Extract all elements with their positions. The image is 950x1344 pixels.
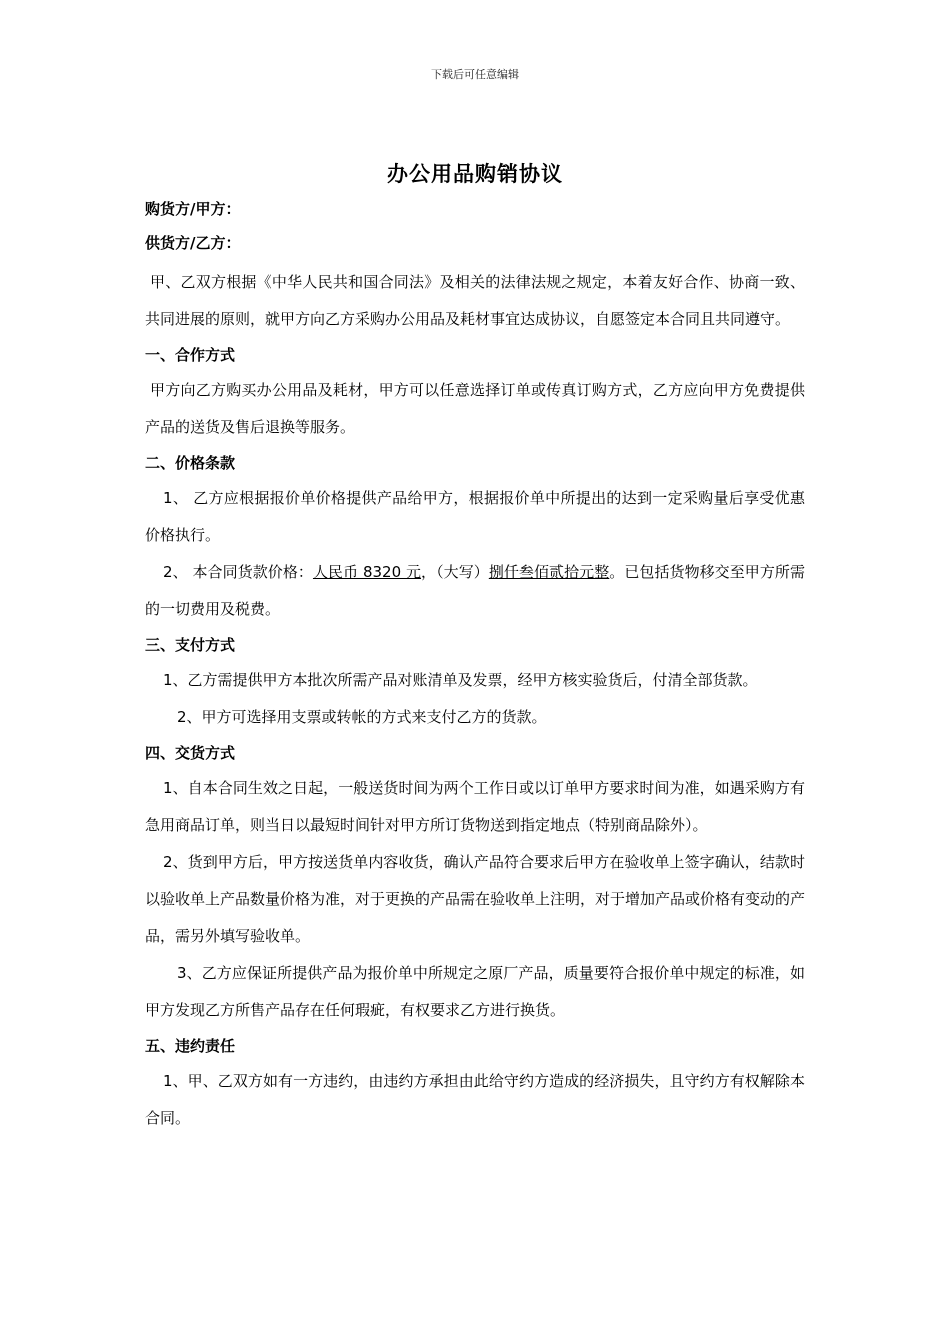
price-clause-2 bbox=[145, 554, 805, 628]
delivery-clause-1: 1、自本合同生效之日起，一般送货时间为两个工作日或以订单甲方要求时间为准，如遇采购方有急用商品订单，则当日以最短时间针对甲方所订货物送到指定地点（特别商品除外）。 bbox=[145, 779, 805, 834]
buyer-party-label: 购货方/甲方： bbox=[145, 200, 241, 218]
section-heading-price: 二、价格条款 bbox=[145, 454, 236, 472]
price-amount: 人民币 8320 元 bbox=[312, 563, 422, 581]
header-note: 下载后可任意编辑 bbox=[431, 68, 519, 81]
document-body bbox=[145, 196, 805, 1137]
price-clause-2-mid: ，（大写） bbox=[421, 563, 489, 581]
section-heading-delivery: 四、交货方式 bbox=[145, 744, 236, 762]
price-clause-1: 1、 乙方应根据报价单价格提供产品给甲方，根据报价单中所提出的达到一定采购量后享受优惠价格执行。 bbox=[145, 489, 805, 544]
cooperation-paragraph: 甲方向乙方购买办公用品及耗材，甲方可以任意选择订单或传真订购方式，乙方应向甲方免费提供产品的送货及售后退换等服务。 bbox=[145, 381, 805, 436]
price-amount-words: 捌仟叁佰贰拾元整 bbox=[488, 563, 610, 581]
seller-party-label: 供货方/乙方： bbox=[145, 234, 241, 252]
delivery-clause-3: 3、乙方应保证所提供产品为报价单中所规定之原厂产品，质量要符合报价单中规定的标准，如甲方发现乙方所售产品存在任何瑕疵，有权要求乙方进行换货。 bbox=[145, 964, 805, 1019]
payment-clause-1: 1、乙方需提供甲方本批次所需产品对账清单及发票，经甲方核实验货后，付清全部货款。 bbox=[163, 671, 758, 689]
delivery-clause-2: 2、货到甲方后，甲方按送货单内容收货，确认产品符合要求后甲方在验收单上签字确认，结款时以验收单上产品数量价格为准，对于更换的产品需在验收单上注明，对于增加产品或价格有变动的产品，需另外填写验收单。 bbox=[145, 853, 806, 945]
payment-clause-2: 2、甲方可选择用支票或转帐的方式来支付乙方的货款。 bbox=[177, 708, 547, 726]
price-clause-2-prefix: 2、 本合同货款价格： bbox=[163, 563, 313, 581]
document-title: 办公用品购销协议 bbox=[387, 162, 563, 186]
section-heading-payment: 三、支付方式 bbox=[145, 636, 236, 654]
intro-paragraph: 甲、乙双方根据《中华人民共和国合同法》及相关的法律法规之规定，本着友好合作、协商一致、共同进展的原则，就甲方向乙方采购办公用品及耗材事宜达成协议，自愿签定本合同且共同遵守。 bbox=[145, 273, 805, 328]
section-heading-cooperation: 一、合作方式 bbox=[145, 346, 236, 364]
liability-clause-1: 1、甲、乙双方如有一方违约，由违约方承担由此给守约方造成的经济损失，且守约方有权解除本合同。 bbox=[145, 1072, 805, 1127]
price-clause-2-suffix: 。已包括货物移交至甲方所需的一切费用及税费。 bbox=[145, 563, 805, 618]
section-heading-liability: 五、违约责任 bbox=[145, 1037, 236, 1055]
